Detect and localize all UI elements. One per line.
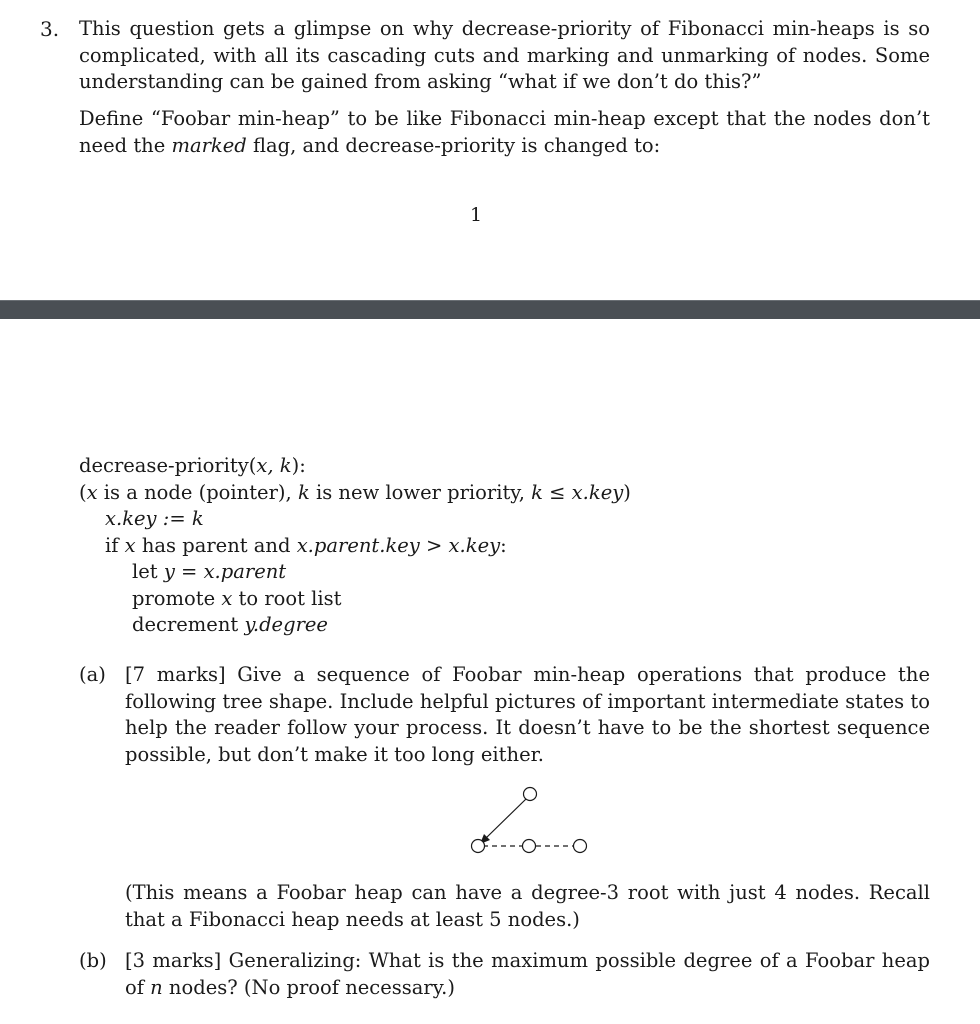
part-a-label: (a) [79, 663, 106, 686]
algo-line-1 [79, 480, 631, 507]
part-a-note-block [79, 880, 930, 933]
tree-root-node [524, 788, 537, 801]
algo-l4a: let [132, 560, 164, 583]
algo-l1c: is new lower priority, [309, 480, 532, 504]
algo-l6expr: y.degree [244, 613, 328, 636]
algo-l1d: ) [623, 480, 631, 504]
define-text-1: Define “Foobar min-heap” to be like Fibonacci min-heap except that the nodes don’t need the [79, 107, 930, 157]
algo-l1b: is a node (pointer), [97, 480, 298, 504]
algo-args: x, k [256, 454, 292, 477]
part-b [79, 948, 930, 1001]
algo-l1cond: k ≤ x.key [531, 480, 624, 504]
page-1-bottom [0, 0, 980, 300]
algo-l1k: k [297, 480, 310, 504]
tree-child-node-2 [523, 840, 536, 853]
algo-l3c: : [500, 533, 507, 557]
algo-line-4 [79, 559, 631, 586]
part-b-text-1: [3 marks] Generalizing: What is the maximum possible degree of a Foobar heap of [125, 949, 930, 999]
algo-l5x: x [221, 586, 233, 610]
algo-l3x: x [124, 533, 136, 557]
intro-paragraph: This question gets a glimpse on why decrease-priority of Fibonacci min-heaps is so complicated, with all its cascading cuts and marking and unmarking of nodes. Some understanding can be gained from asking “what if we don’t do this?” [79, 17, 930, 93]
part-a [79, 662, 930, 768]
page-divider [0, 300, 980, 319]
algo-l3a: if [105, 533, 125, 557]
algo-l4expr: y = x.parent [163, 560, 287, 583]
part-b-text [125, 948, 930, 1001]
algorithm-block [79, 453, 631, 639]
algo-name: decrease-priority( [79, 454, 257, 477]
algo-l1a: ( [79, 480, 87, 504]
algo-line-5 [79, 586, 631, 613]
part-b-label: (b) [79, 949, 107, 972]
algo-l3b: has parent and [135, 533, 297, 557]
algo-close: ): [291, 454, 306, 477]
algo-l5a: promote [132, 586, 222, 610]
algo-signature [79, 453, 631, 480]
define-paragraph [79, 106, 930, 159]
question-number: 3. [40, 17, 60, 41]
tree-diagram [460, 778, 600, 858]
algo-l3cond: x.parent.key > x.key [296, 533, 501, 557]
part-a-note: (This means a Foobar heap can have a degree-3 root with just 4 nodes. Recall that a Fibonacci heap needs at least 5 nodes.) [125, 881, 930, 931]
part-a-text: [7 marks] Give a sequence of Foobar min-heap operations that produce the following tree shape. Include helpful pictures of important intermediate states to help the reader follow your process. It doesn’t have to be the shortest sequence possible, but don’t make it too long either. [125, 663, 930, 766]
algo-line-3 [79, 533, 631, 560]
tree-child-node-1 [472, 840, 485, 853]
part-b-n: n [150, 975, 163, 999]
tree-child-node-3 [574, 840, 587, 853]
define-text-2: flag, and decrease-priority is changed to: [246, 133, 661, 157]
tree-edge-parent-child [485, 799, 526, 839]
algo-l1x: x [86, 480, 98, 504]
algo-line-2: x.key := k [105, 507, 204, 530]
part-b-text-2: nodes? (No proof necessary.) [162, 975, 455, 999]
page-number: 1 [470, 204, 483, 226]
algo-l6a: decrement [132, 613, 245, 636]
algo-line-6 [79, 612, 631, 639]
define-marked: marked [171, 133, 247, 157]
algo-l5b: to root list [232, 586, 342, 610]
